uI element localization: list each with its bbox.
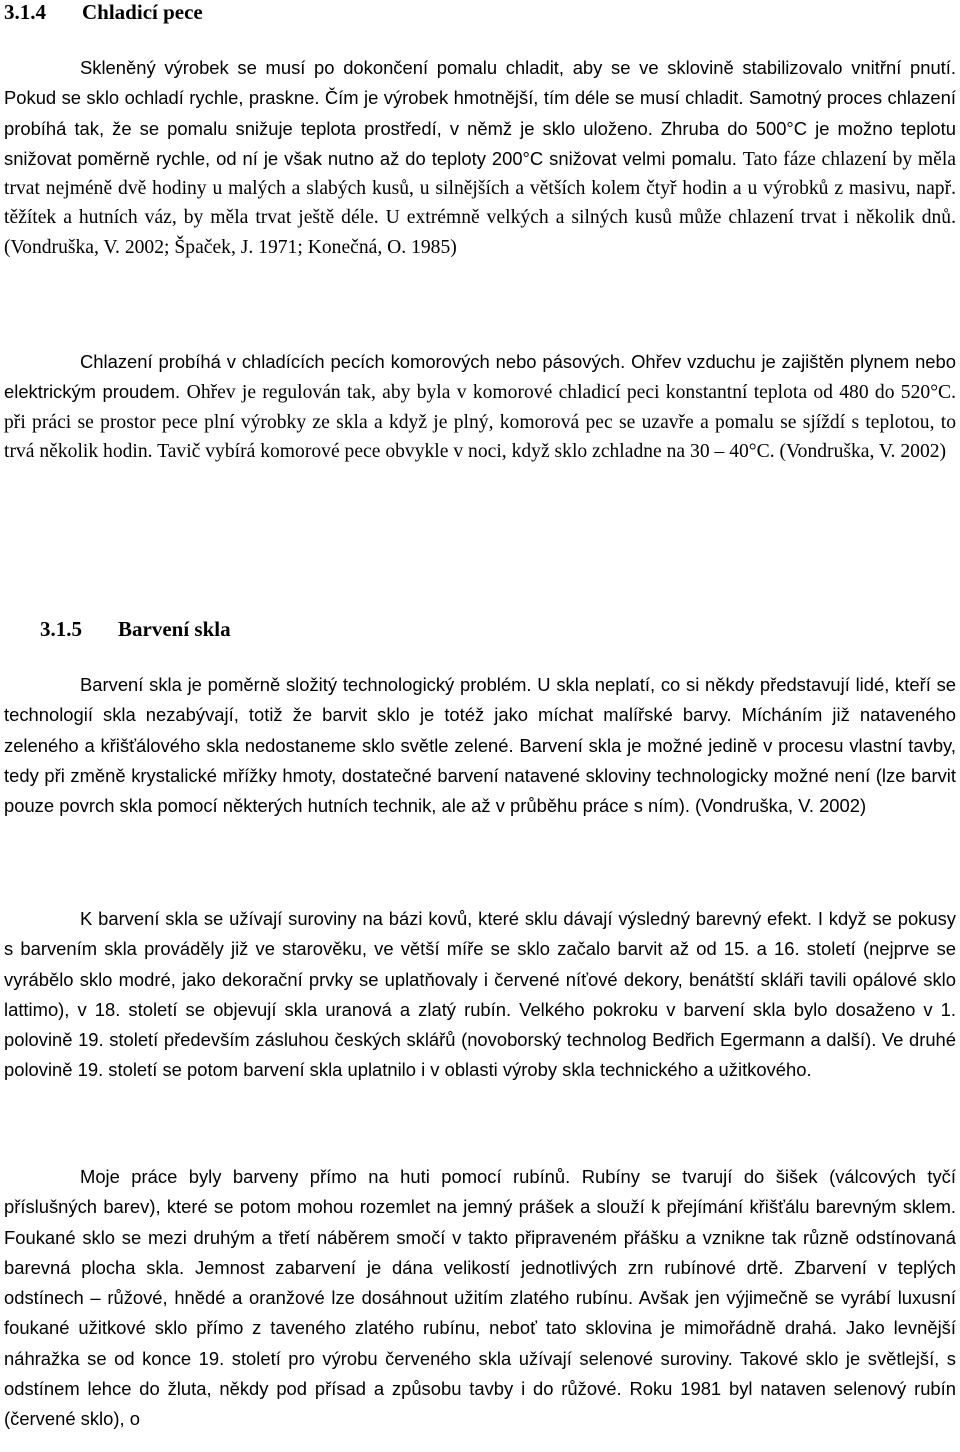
section-heading-3-1-4 — [4, 0, 956, 24]
paragraph-text: Skleněný výrobek se musí po dokončení pomalu chladit, aby se ve sklovině stabilizovalo vnitřní pnutí. Pokud se sklo ochladí rychle, praskne. Čím je výrobek hmotnější, tím déle se musí chladit. Samotný proces chlazení probíhá tak, že se pomalu snižuje teplota prostředí, v němž je sklo uloženo. — [4, 57, 956, 139]
section-title: Chladicí pece — [82, 0, 203, 24]
section-number: 3.1.5 — [40, 617, 82, 641]
paragraph — [4, 1162, 956, 1435]
paragraph-text: Tato fáze chlazení by měla trvat nejméně dvě hodiny u malých a slabých kusů, u silnějších a větších kolem čtyř hodin a u výrobků z masivu, např. těžítek a hutních váz, by měla trvat ještě déle. U extrémně velkých a silných kusů může chlazení trvat i několik dnů. (Vondruška, V. 2002; Špaček, J. 1971; Konečná, O. 1985) — [4, 148, 956, 258]
paragraph — [4, 670, 956, 821]
paragraph-text: Zhruba do 500°C je možno teplotu snižovat poměrně rychle, od ní je však nutno až do teploty 200°C snižovat velmi pomalu. — [4, 117, 956, 169]
section-title: Barvení skla — [118, 617, 231, 641]
paragraph-text: K barvení skla se užívají suroviny na bázi kovů, které sklu dávají výsledný barevný efekt. I když se pokusy s barvením skla prováděly již ve starověku, ve větší míře se sklo začalo barvit až od 15. a 16. století (nejprve se vyrábělo sklo modré, jako dekorační prvky se uplatňovaly i červené níťové dekory, benátští skláři tavili opálové sklo lattimo), v 18. století se objevují skla uranová a zlatý rubín. Velkého pokroku v barvení skla bylo dosaženo v 1. polovině 19. století především zásluhou českých sklářů (novoborský technolog Bedřich Egermann a další). Ve druhé polovině 19. století se potom barvení skla uplatnilo i v oblasti výroby skla technického a užitkového. — [4, 908, 956, 1081]
paragraph-text: Moje práce byly barveny přímo na huti pomocí rubínů. Rubíny se tvarují do šišek (válcových tyčí příslušných barev), které se potom mohou rozemlet na jemný prášek a slouží k přejímání křišťálu barevným sklem. Foukané sklo se mezi druhým a třetí náběrem smočí v takto připraveném přášku a vznikne tak různě odstínovaná barevná plocha skla. Jemnost zabarvení je dána velikostí jednotlivých zrn rubínové drtě. Zbarvení v teplých odstínech – růžové, hnědé a oranžové lze dosáhnout užitím zlatého rubínu. Avšak jen výjimečně se vyrábí luxusní foukané užitkové sklo přímo z taveného zlatého rubínu, neboť tato sklovina je mimořádně drahá. Jako levnější náhražka se od konce 19. století pro výrobu červeného skla užívají selenové suroviny. Takové sklo je světlejší, s odstínem lehce do žluta, někdy pod přísad a způsobu tavby i do růžové. Roku 1981 byl nataven selenový rubín (červené sklo), o — [4, 1166, 956, 1430]
paragraph — [4, 904, 956, 1086]
document-page — [4, 0, 956, 1430]
paragraph-text: Barvení skla je poměrně složitý technologický problém. U skla neplatí, co si někdy představují lidé, kteří se technologií skla nezabývají, totiž že barvit sklo je totéž jako míchat malířské barvy. Mícháním již nataveného zeleného a křišťálového skla nedostaneme sklo světle zelené. Barvení skla je možné jedině v procesu vlastní tavby, tedy při změně krystalické mřížky hmoty, dostatečné barvení natavené skloviny technologicky možné není (lze barvit pouze povrch skla pomocí některých hutních technik, ale až v průběhu práce s ním). (Vondruška, V. 2002) — [4, 674, 956, 817]
section-number: 3.1.4 — [4, 0, 46, 24]
section-heading-3-1-5 — [40, 617, 231, 641]
paragraph — [4, 53, 956, 262]
paragraph — [4, 347, 956, 466]
paragraph-text: Chlazení probíhá v chladících pecích komorových nebo pásových. Ohřev vzduchu je zajištěn plynem nebo elektrickým proudem. — [4, 351, 956, 403]
paragraph-text: Ohřev je regulován tak, aby byla v komorové chladicí peci konstantní teplota od 480 do 520°C. při práci se prostor pece plní výrobky ze skla a když je plný, komorová pec se uzavře a pomalu se sjíždí s teplotou, to trvá několik hodin. Tavič vybírá komorové pece obvykle v noci, když sklo zchladne na 30 – 40°C. (Vondruška, V. 2002) — [4, 382, 956, 462]
